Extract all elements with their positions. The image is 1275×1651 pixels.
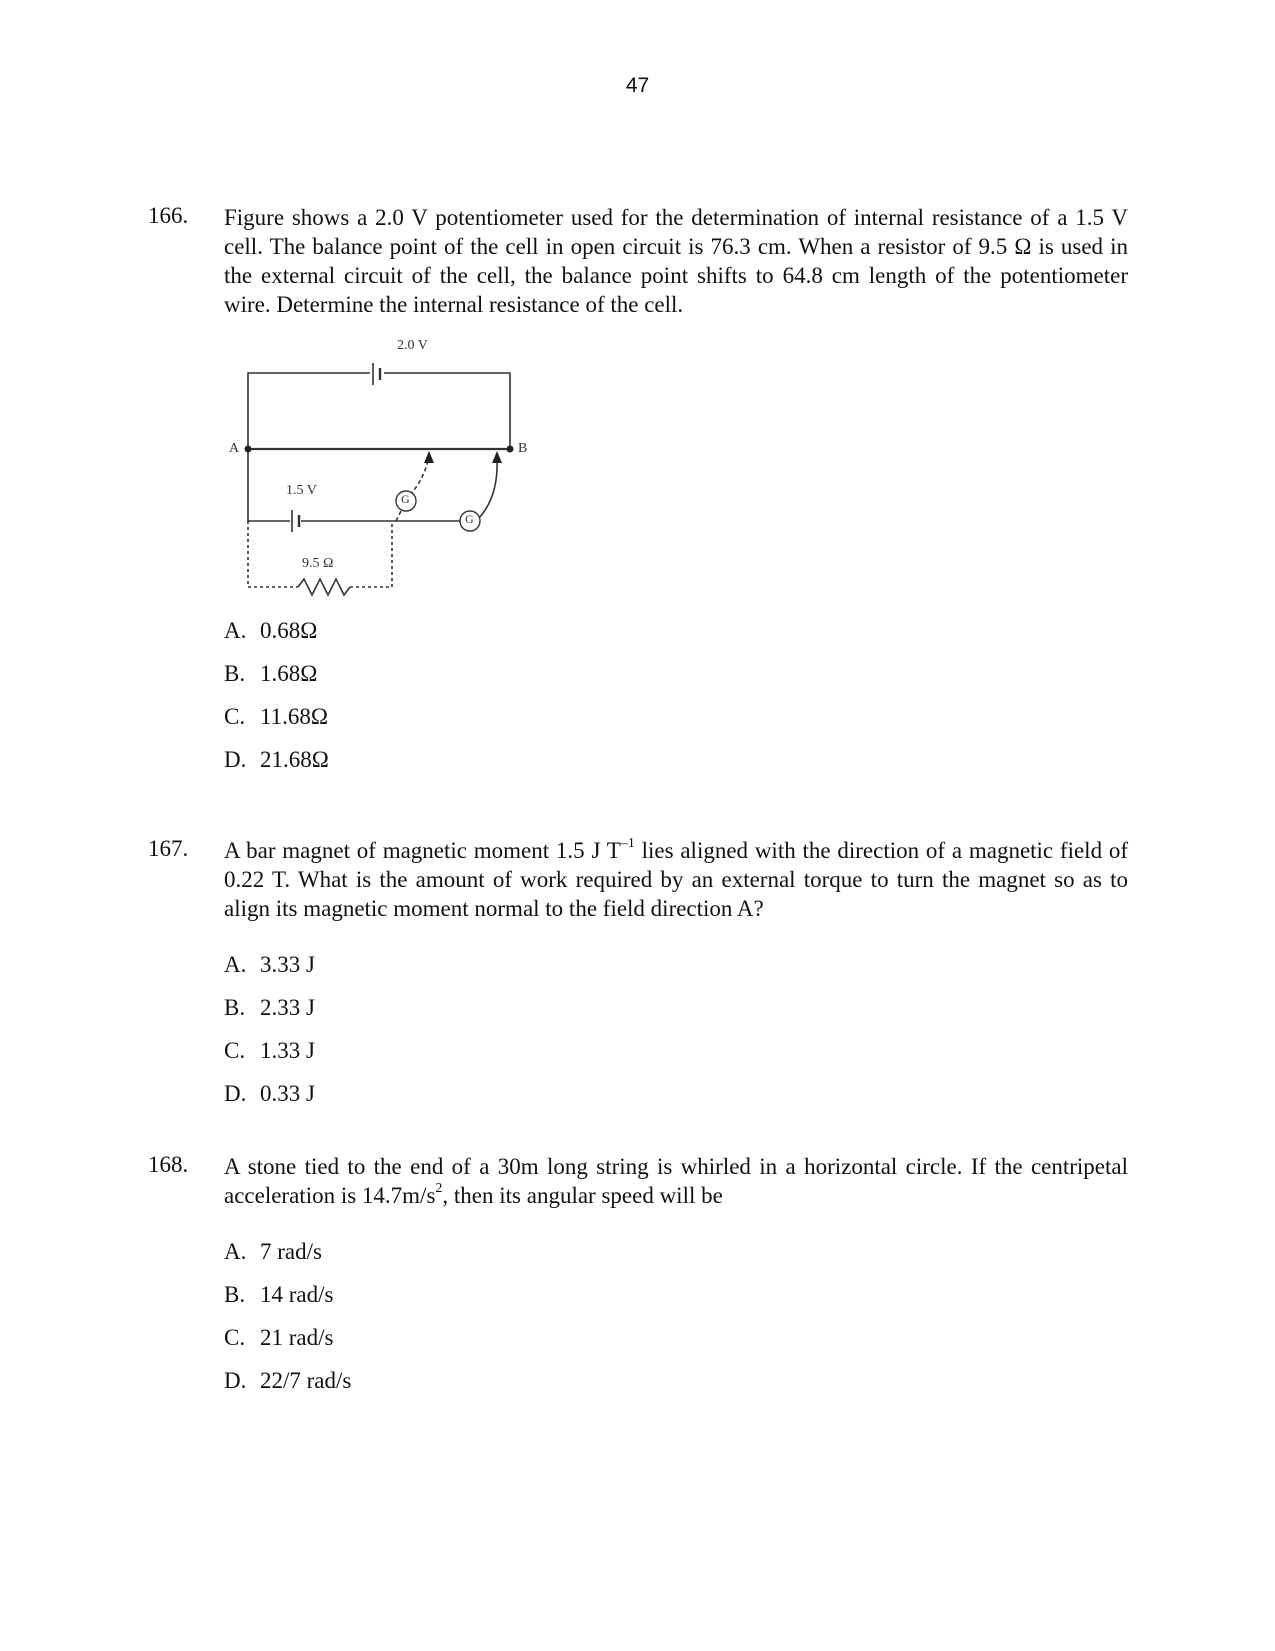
superscript: –1: [620, 836, 635, 852]
option-d[interactable]: D. 22/7 rad/s: [224, 1368, 352, 1393]
answer-options: [224, 1230, 1128, 1402]
jockey-arrow-1: [424, 451, 434, 463]
question-number: 166.: [148, 203, 189, 228]
resistor-zigzag: [298, 579, 350, 595]
option-b[interactable]: B. 1.68Ω: [224, 661, 318, 686]
option-d[interactable]: D. 21.68Ω: [224, 747, 329, 772]
option-b[interactable]: B. 2.33 J: [224, 995, 315, 1020]
galvanometer-1-label: G: [401, 492, 410, 506]
answer-options: [224, 943, 1128, 1115]
jockey-arrow-2: [492, 451, 502, 463]
circuit-diagram: [224, 329, 564, 609]
option-c[interactable]: C. 1.33 J: [224, 1038, 315, 1063]
option-a[interactable]: A. 7 rad/s: [224, 1239, 322, 1264]
page-number: 47: [625, 74, 650, 97]
resistor-branch-dashed: [248, 521, 392, 587]
question-168: [148, 1152, 1128, 1402]
answer-options: [224, 609, 1128, 781]
question-number: 167.: [148, 836, 189, 861]
option-c[interactable]: C. 21 rad/s: [224, 1325, 334, 1350]
question-number: 168.: [148, 1152, 189, 1177]
question-text: A bar magnet of magnetic moment 1.5 J $T^{-1}$ lies aligned with the direction of a magnetic field of 0.22 T. What is the amount of work required by an external torque to turn the magnet so as to align its magnetic moment normal to the field direction A?: [224, 836, 1129, 921]
question-text: A stone tied to the end of a 30m long string is whirled in a horizontal circle. If the centripetal acceleration is $14.7m/s^2$, then its angular speed will be: [224, 1154, 1128, 1208]
top-wire-right: [384, 373, 510, 449]
jockey-solid: [476, 457, 497, 521]
option-c[interactable]: C. 11.68Ω: [224, 704, 328, 729]
top-wire-left: [248, 373, 370, 449]
jockey-dashed: [396, 457, 429, 521]
end-b-label: B: [518, 441, 528, 456]
option-a[interactable]: A. 0.68Ω: [224, 618, 318, 643]
option-b[interactable]: B. 14 rad/s: [224, 1282, 334, 1307]
terminal-a-dot: [245, 446, 252, 453]
galvanometer-2-label: G: [465, 512, 474, 526]
end-a-label: A: [229, 441, 240, 456]
question-text: Figure shows a 2.0 V potentiometer used for the determination of internal resistance of a 1.5 V cell. The balance point of the cell in open circuit is 76.3 cm. When a resistor of 9.5 Ω is used in the external circuit of the cell, the balance point shifts to 64.8 cm length of the potentiometer wire. Determine the internal resistance of the cell.: [224, 205, 1128, 317]
question-166: [148, 203, 1128, 781]
superscript: 2: [435, 1181, 443, 1197]
resistor-label: 9.5 Ω: [302, 556, 334, 571]
cell-voltage-label: 1.5 V: [286, 483, 317, 498]
cell-branch-left: [248, 449, 290, 521]
potentiometer-circuit-figure: [224, 329, 564, 609]
question-167: [148, 836, 1128, 1115]
driver-voltage-label: 2.0 V: [397, 338, 428, 353]
option-d[interactable]: D. 0.33 J: [224, 1081, 315, 1106]
option-a[interactable]: A. 3.33 J: [224, 952, 315, 977]
terminal-b-dot: [507, 446, 514, 453]
